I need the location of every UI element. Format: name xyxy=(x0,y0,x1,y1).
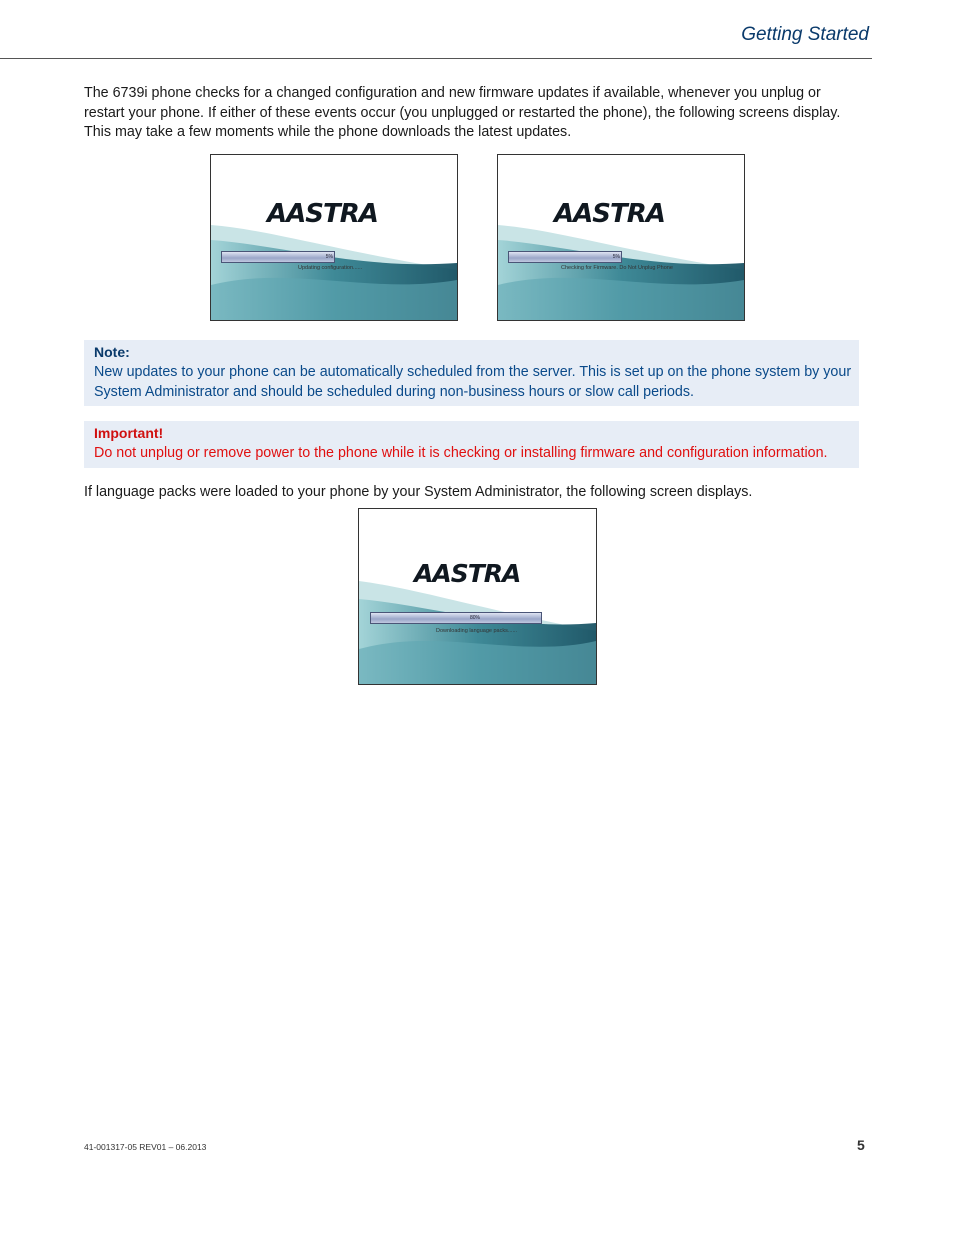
progress-bar xyxy=(370,612,542,624)
note-title: Note: xyxy=(94,344,130,360)
section-title: Getting Started xyxy=(741,24,869,45)
progress-caption: Downloading language packs...... xyxy=(436,628,518,634)
wave-background xyxy=(211,155,457,320)
document-number: 41-001317-05 REV01 – 06.2013 xyxy=(84,1142,207,1152)
progress-value: 5% xyxy=(612,254,620,260)
aastra-logo: AASTRA xyxy=(267,199,378,229)
progress-value: 5% xyxy=(325,254,333,260)
important-body: Do not unplug or remove power to the phone while it is checking or installing firmware and configuration information. xyxy=(94,445,828,461)
phone-screen-updating-config xyxy=(210,154,458,321)
phone-screen-language-packs xyxy=(358,508,597,685)
progress-value: 80% xyxy=(470,615,481,621)
note-callout xyxy=(84,340,859,406)
aastra-logo: AASTRA xyxy=(554,199,665,229)
progress-caption: Updating configuration...... xyxy=(298,265,363,271)
wave-background xyxy=(498,155,744,320)
progress-bar xyxy=(508,251,622,263)
progress-caption: Checking for Firmware. Do Not Unplug Phone xyxy=(561,265,673,271)
wave-background xyxy=(359,509,596,684)
language-paragraph: If language packs were loaded to your phone by your System Administrator, the following screen displays. xyxy=(84,484,753,500)
intro-paragraph: The 6739i phone checks for a changed configuration and new firmware updates if available, whenever you unplug or restart your phone. If either of these events occur (you unplugged or restarted the phone), the following screens display. This may take a few moments while the phone downloads the latest updates. xyxy=(84,85,841,140)
important-title: Important! xyxy=(94,425,164,441)
header-rule xyxy=(0,58,872,59)
note-body: New updates to your phone can be automatically scheduled from the server. This is set up on the phone system by your System Administrator and should be scheduled during non-business hours or slow call periods. xyxy=(94,364,852,400)
phone-screen-checking-firmware xyxy=(497,154,745,321)
page-number: 5 xyxy=(857,1137,865,1153)
important-callout xyxy=(84,421,859,468)
progress-bar xyxy=(221,251,335,263)
aastra-logo: AASTRA xyxy=(414,559,521,588)
